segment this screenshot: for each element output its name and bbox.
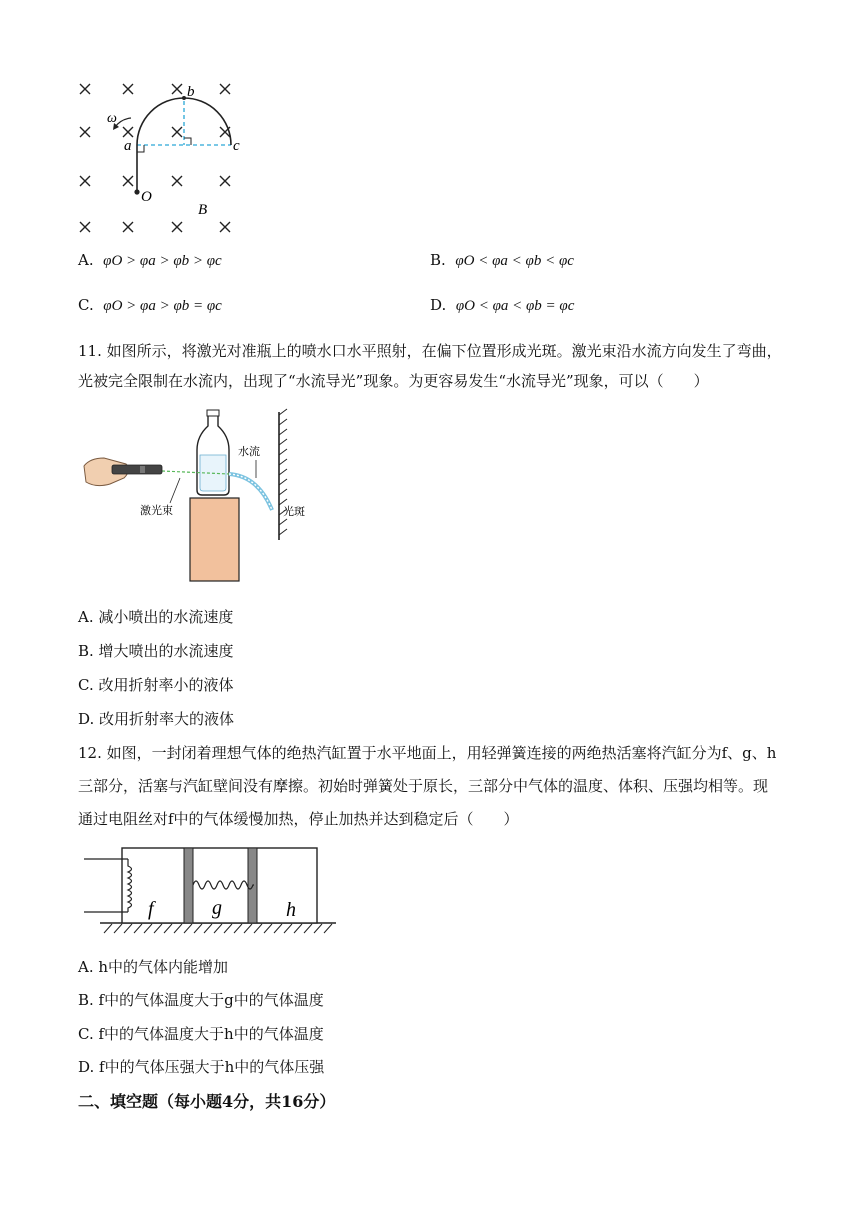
pivot-o: [134, 189, 139, 194]
rotation-arrow-icon: [115, 118, 131, 127]
section-two-heading: 二、填空题（每小题4分，共16分）: [78, 1092, 336, 1111]
q12-option-d: D. f中的气体压强大于h中的气体压强: [78, 1058, 325, 1076]
field-b-label: B: [198, 202, 208, 218]
section-f-label: f: [148, 898, 154, 920]
laser-label: 激光束: [140, 505, 173, 517]
q12-stem-line2: 三部分，活塞与汽缸壁间没有摩擦。初始时弹簧处于原长，三部分中气体的温度、体积、压强均相等。现: [78, 777, 769, 795]
point-o-label: O: [141, 189, 152, 205]
q12-stem-line1: 12. 如图，一封闭着理想气体的绝热汽缸置于水平地面上，用轻弹簧连接的两绝热活塞将汽缸分为f、g、h: [78, 744, 777, 762]
q10-option-c: C. φO > φa > φb = φc: [78, 296, 222, 314]
section-g-label: g: [212, 897, 222, 919]
q10-option-d: D. φO < φa < φb = φc: [430, 296, 575, 314]
q10-option-a: A. φO > φa > φb > φc: [78, 251, 222, 269]
q11-stem-line1: 11. 如图所示，将激光对准瓶上的喷水口水平照射，在偏下位置形成光斑。激光束沿水流方向发生了弯曲，: [78, 342, 782, 360]
water-label: 水流: [238, 446, 260, 458]
q12-option-b: B. f中的气体温度大于g中的气体温度: [78, 991, 324, 1009]
piston-left: [184, 848, 193, 923]
q10-option-b: B. φO < φa < φb < φc: [430, 251, 574, 269]
field-cross-marks: [80, 84, 230, 232]
point-a-label: a: [124, 138, 132, 154]
point-c-label: c: [233, 138, 240, 154]
cylinder-figure: [80, 840, 340, 940]
q11-option-b: B. 增大喷出的水流速度: [78, 642, 234, 660]
q11-stem-line2: 光被完全限制在水流内，出现了“水流导光”现象。为更容易发生“水流导光”现象，可以（ ）: [78, 372, 709, 390]
omega-label: ω: [107, 111, 117, 126]
pedestal-block: [190, 498, 239, 581]
section-h-label: h: [286, 899, 296, 921]
water-light-guide-figure: [80, 405, 320, 587]
spot-label: 光斑: [283, 506, 305, 518]
point-b-label: b: [187, 84, 195, 100]
q11-option-a: A. 减小喷出的水流速度: [78, 608, 234, 626]
q12-stem-line3: 通过电阻丝对f中的气体缓慢加热，停止加热并达到稳定后（ ）: [78, 810, 519, 828]
q11-option-c: C. 改用折射率小的液体: [78, 676, 234, 694]
q12-option-c: C. f中的气体温度大于h中的气体温度: [78, 1025, 324, 1043]
q12-option-a: A. h中的气体内能增加: [78, 958, 229, 976]
laser-pointer: [112, 465, 162, 474]
magnetic-field-figure: [70, 75, 260, 240]
q11-option-d: D. 改用折射率大的液体: [78, 710, 235, 728]
